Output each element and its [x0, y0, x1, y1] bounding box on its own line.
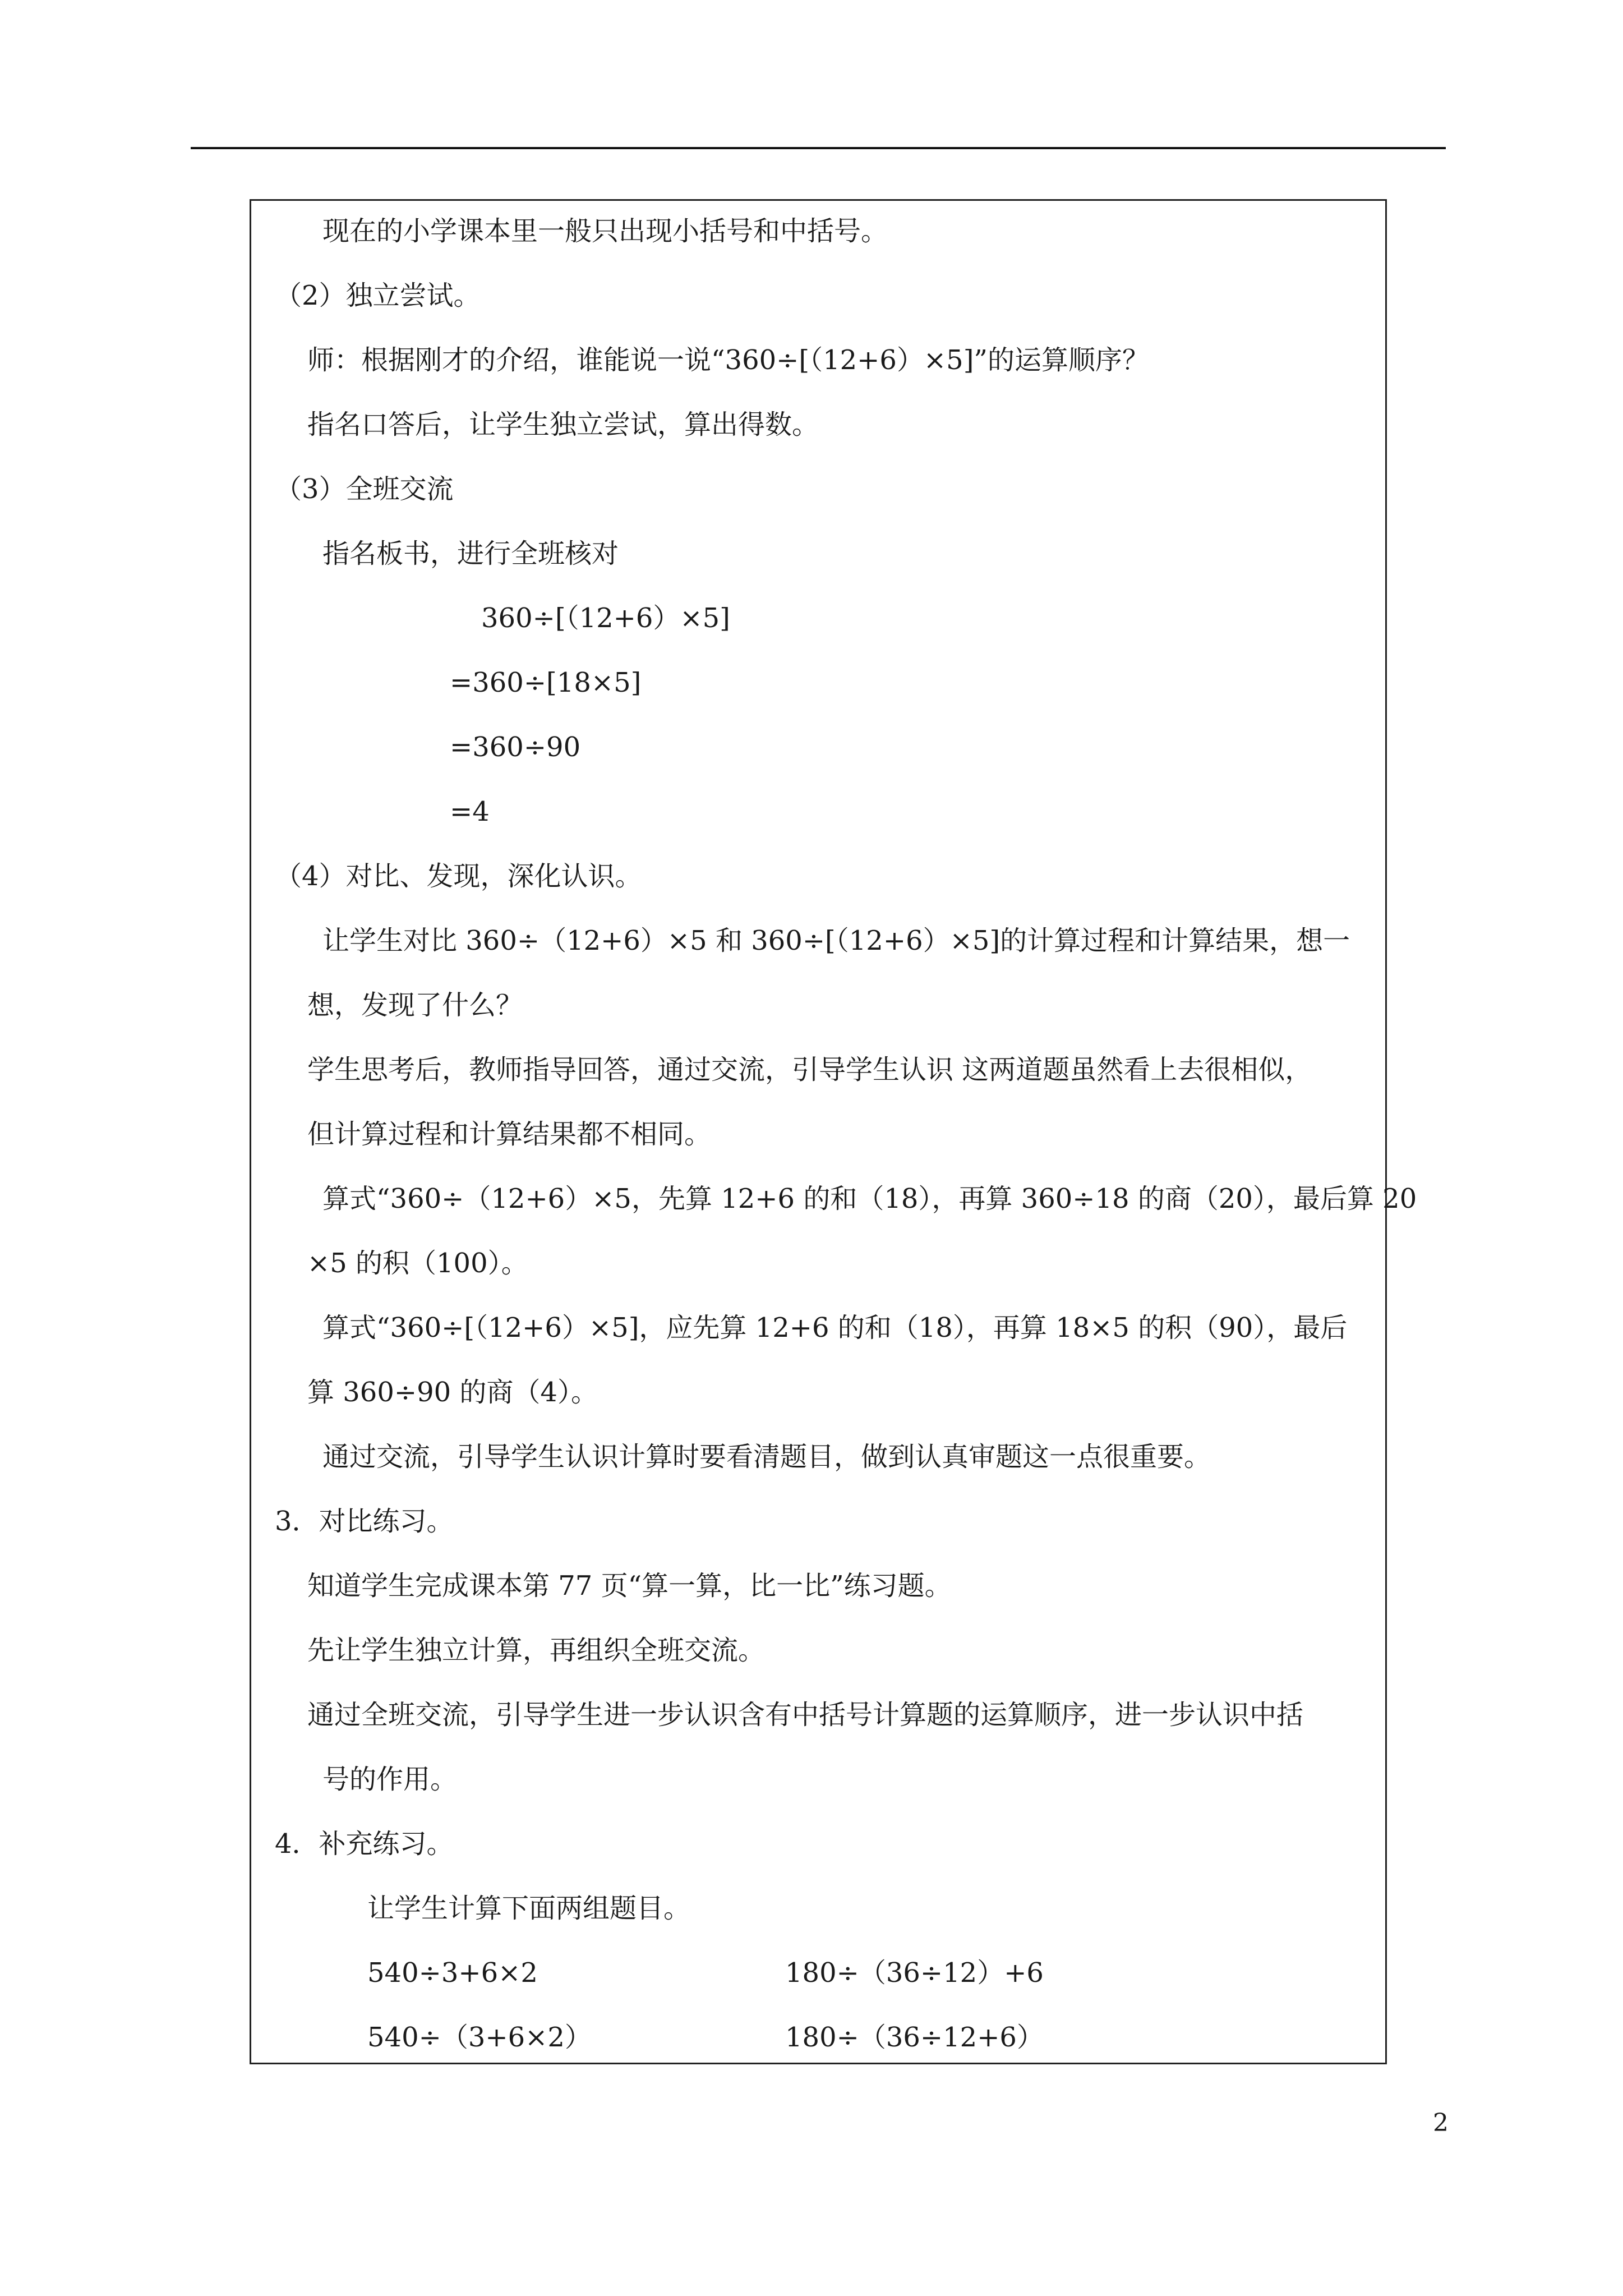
text-line: 算式“360÷（12+6）×5，先算 12+6 的和（18），再算 360÷18 的商（20），最后算 20	[322, 1183, 1417, 1214]
text-line: 指名口答后，让学生独立尝试，算出得数。	[307, 409, 819, 440]
section-heading: 4．补充练习。	[275, 1828, 454, 1860]
text-line: 师：根据刚才的介绍，谁能说一说“360÷[（12+6）×5]”的运算顺序？	[307, 344, 1149, 376]
text-line: 号的作用。	[322, 1764, 458, 1795]
equation-line: =360÷[18×5]	[450, 667, 642, 698]
text-line: 通过全班交流，引导学生进一步认识含有中括号计算题的运算顺序，进一步认识中括	[307, 1699, 1304, 1731]
text-line: 让学生对比 360÷（12+6）×5 和 360÷[（12+6）×5]的计算过程和计算结果，想一	[322, 925, 1350, 956]
text-line: 学生思考后，教师指导回答，通过交流，引导学生认识 这两道题虽然看上去很相似，	[307, 1054, 1312, 1085]
text-line: 指名板书，进行全班核对	[322, 538, 619, 569]
text-line: （4）对比、发现，深化认识。	[275, 861, 642, 892]
equation-line: =4	[450, 796, 490, 827]
exercise-left: 540÷（3+6×2）	[367, 2022, 592, 2053]
text-line: 知道学生完成课本第 77 页“算一算，比一比”练习题。	[307, 1570, 952, 1602]
text-line: 算式“360÷[（12+6）×5]，应先算 12+6 的和（18），再算 18×5 的积（90），最后	[322, 1312, 1348, 1343]
equation-line: 360÷[（12+6）×5]	[481, 602, 730, 634]
text-line: 但计算过程和计算结果都不相同。	[307, 1119, 712, 1150]
page-number: 2	[1433, 2109, 1449, 2137]
exercise-left: 540÷3+6×2	[367, 1957, 538, 1989]
text-line: 现在的小学课本里一般只出现小括号和中括号。	[322, 215, 888, 247]
text-line: 算 360÷90 的商（4）。	[307, 1377, 598, 1408]
exercise-right: 180÷（36÷12+6）	[785, 2022, 1044, 2053]
exercise-right: 180÷（36÷12）+6	[785, 1957, 1044, 1989]
equation-line: =360÷90	[450, 731, 581, 763]
text-line: 想，发现了什么？	[307, 990, 523, 1021]
text-line: 先让学生独立计算，再组织全班交流。	[307, 1635, 766, 1666]
text-line: 让学生计算下面两组题目。	[367, 1893, 691, 1924]
text-line: ×5 的积（100）。	[307, 1248, 528, 1279]
text-line: （2）独立尝试。	[275, 280, 481, 311]
section-heading: 3．对比练习。	[275, 1506, 454, 1537]
text-line: 通过交流，引导学生认识计算时要看清题目，做到认真审题这一点很重要。	[322, 1441, 1211, 1473]
text-line: （3）全班交流	[275, 473, 454, 505]
header-rule	[191, 147, 1446, 149]
